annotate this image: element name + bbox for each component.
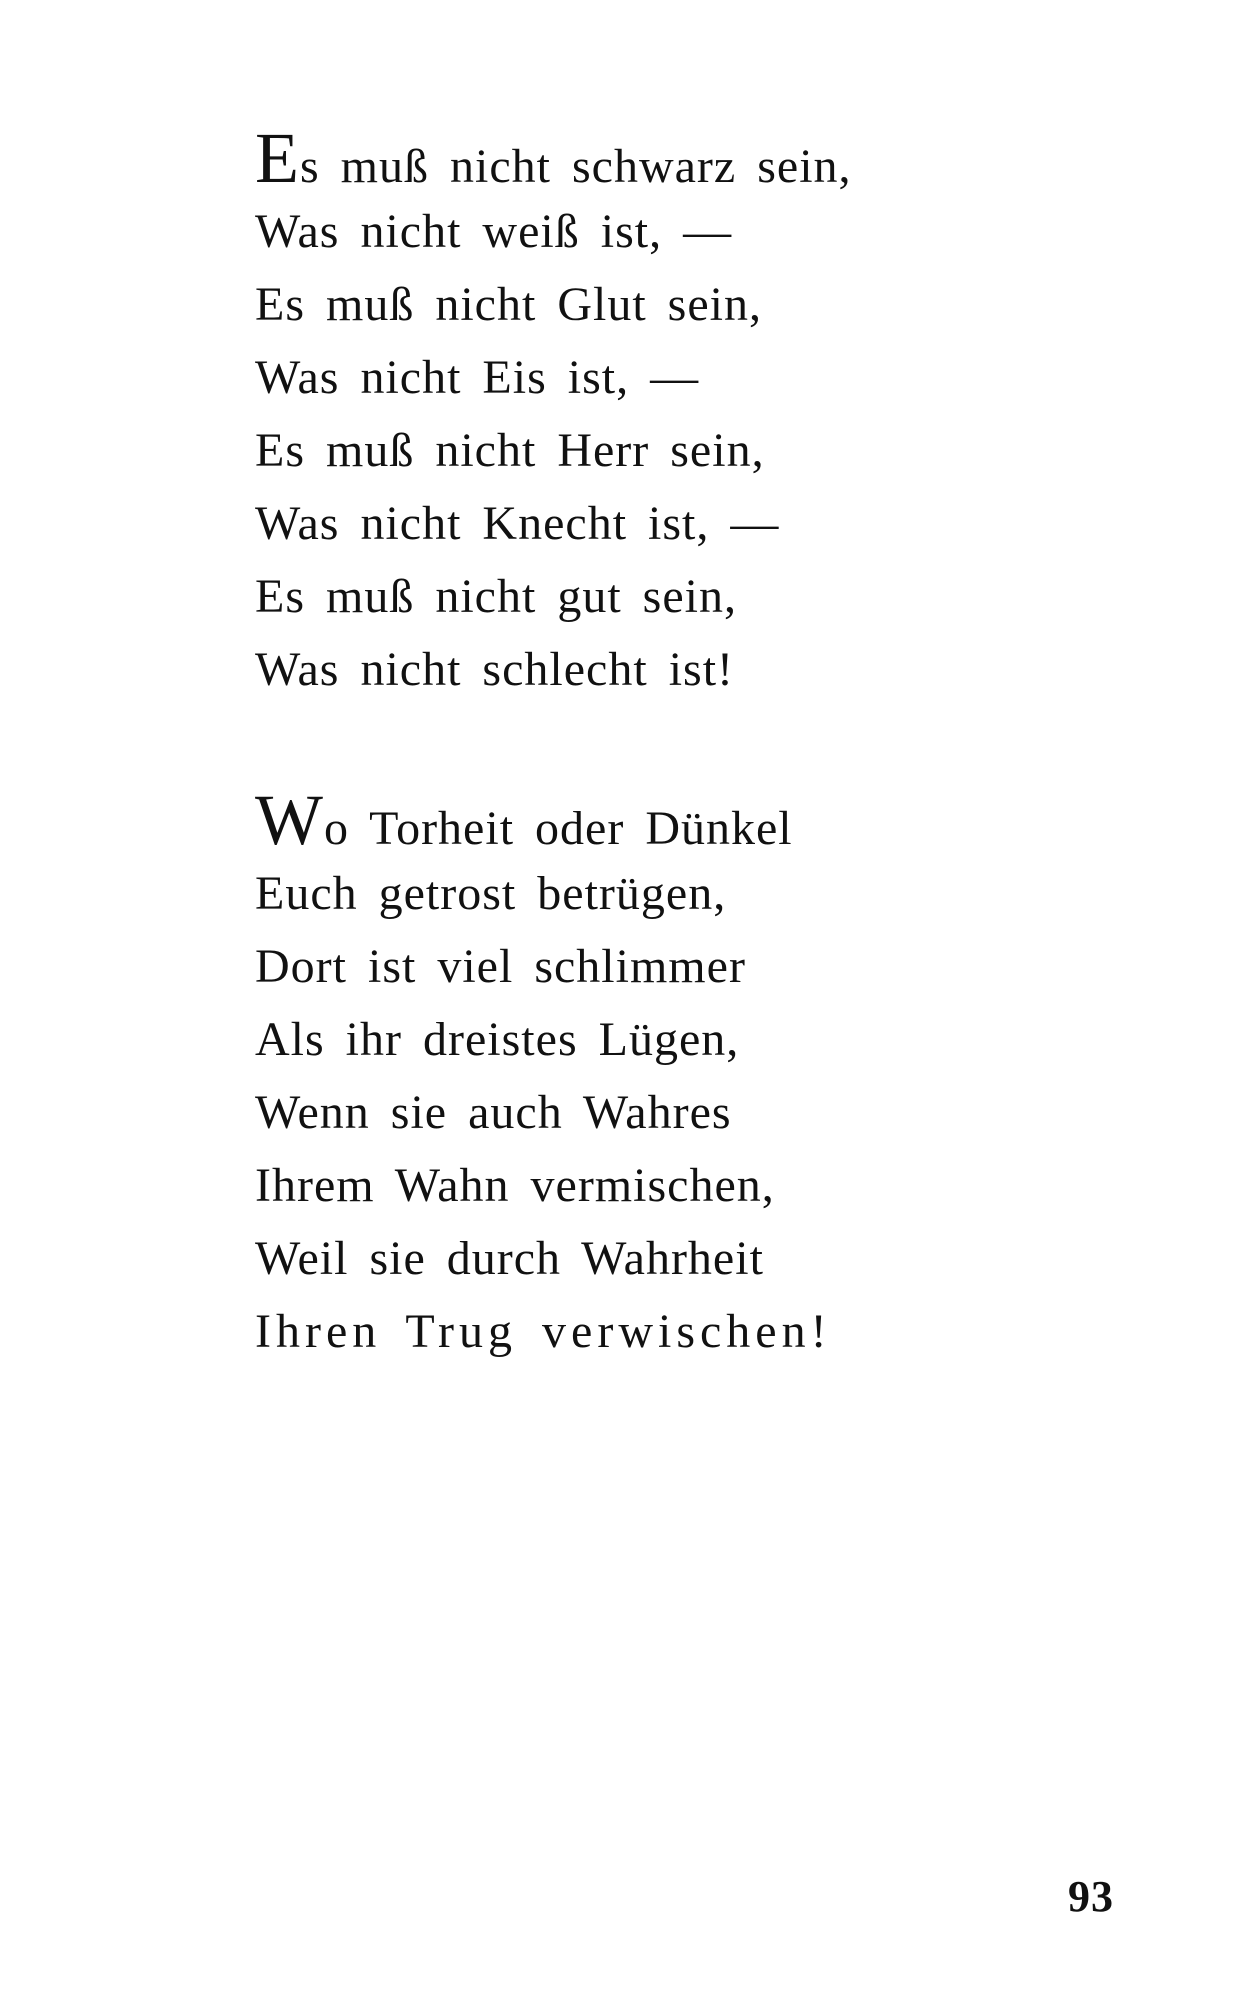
poem-line: Ihrem Wahn vermischen, — [255, 1159, 775, 1212]
poem-line: Was nicht Eis ist, — — [255, 351, 700, 404]
poem-line: Euch getrost betrügen, — [255, 867, 727, 920]
poem-line: Was nicht Knecht ist, — — [255, 497, 780, 550]
poem-line: Wenn sie auch Wahres — [255, 1086, 732, 1139]
poem-line: Was nicht schlecht ist! — [255, 643, 735, 696]
poem-line — [255, 780, 832, 860]
first-line-text: s muß nicht schwarz sein, — [299, 140, 852, 193]
poem-stanza-1 — [255, 118, 852, 706]
poem-stanza-2 — [255, 780, 832, 1368]
poem-line: Dort ist viel schlimmer — [255, 940, 746, 993]
first-line-text: o Torheit oder Dünkel — [323, 802, 793, 855]
poem-line: Es muß nicht Glut sein, — [255, 278, 762, 331]
poem-line: Als ihr dreistes Lügen, — [255, 1013, 740, 1066]
drop-initial: E — [255, 118, 300, 198]
poem-line: Ihren Trug verwischen! — [255, 1305, 832, 1358]
page-number: 93 — [1068, 1872, 1114, 1921]
poem-line: Es muß nicht gut sein, — [255, 570, 737, 623]
poem-line: Was nicht weiß ist, — — [255, 205, 733, 258]
poem-line: Es muß nicht Herr sein, — [255, 424, 765, 477]
drop-initial: W — [255, 780, 324, 860]
poem-line: Weil sie durch Wahrheit — [255, 1232, 764, 1285]
poem-line — [255, 118, 852, 198]
